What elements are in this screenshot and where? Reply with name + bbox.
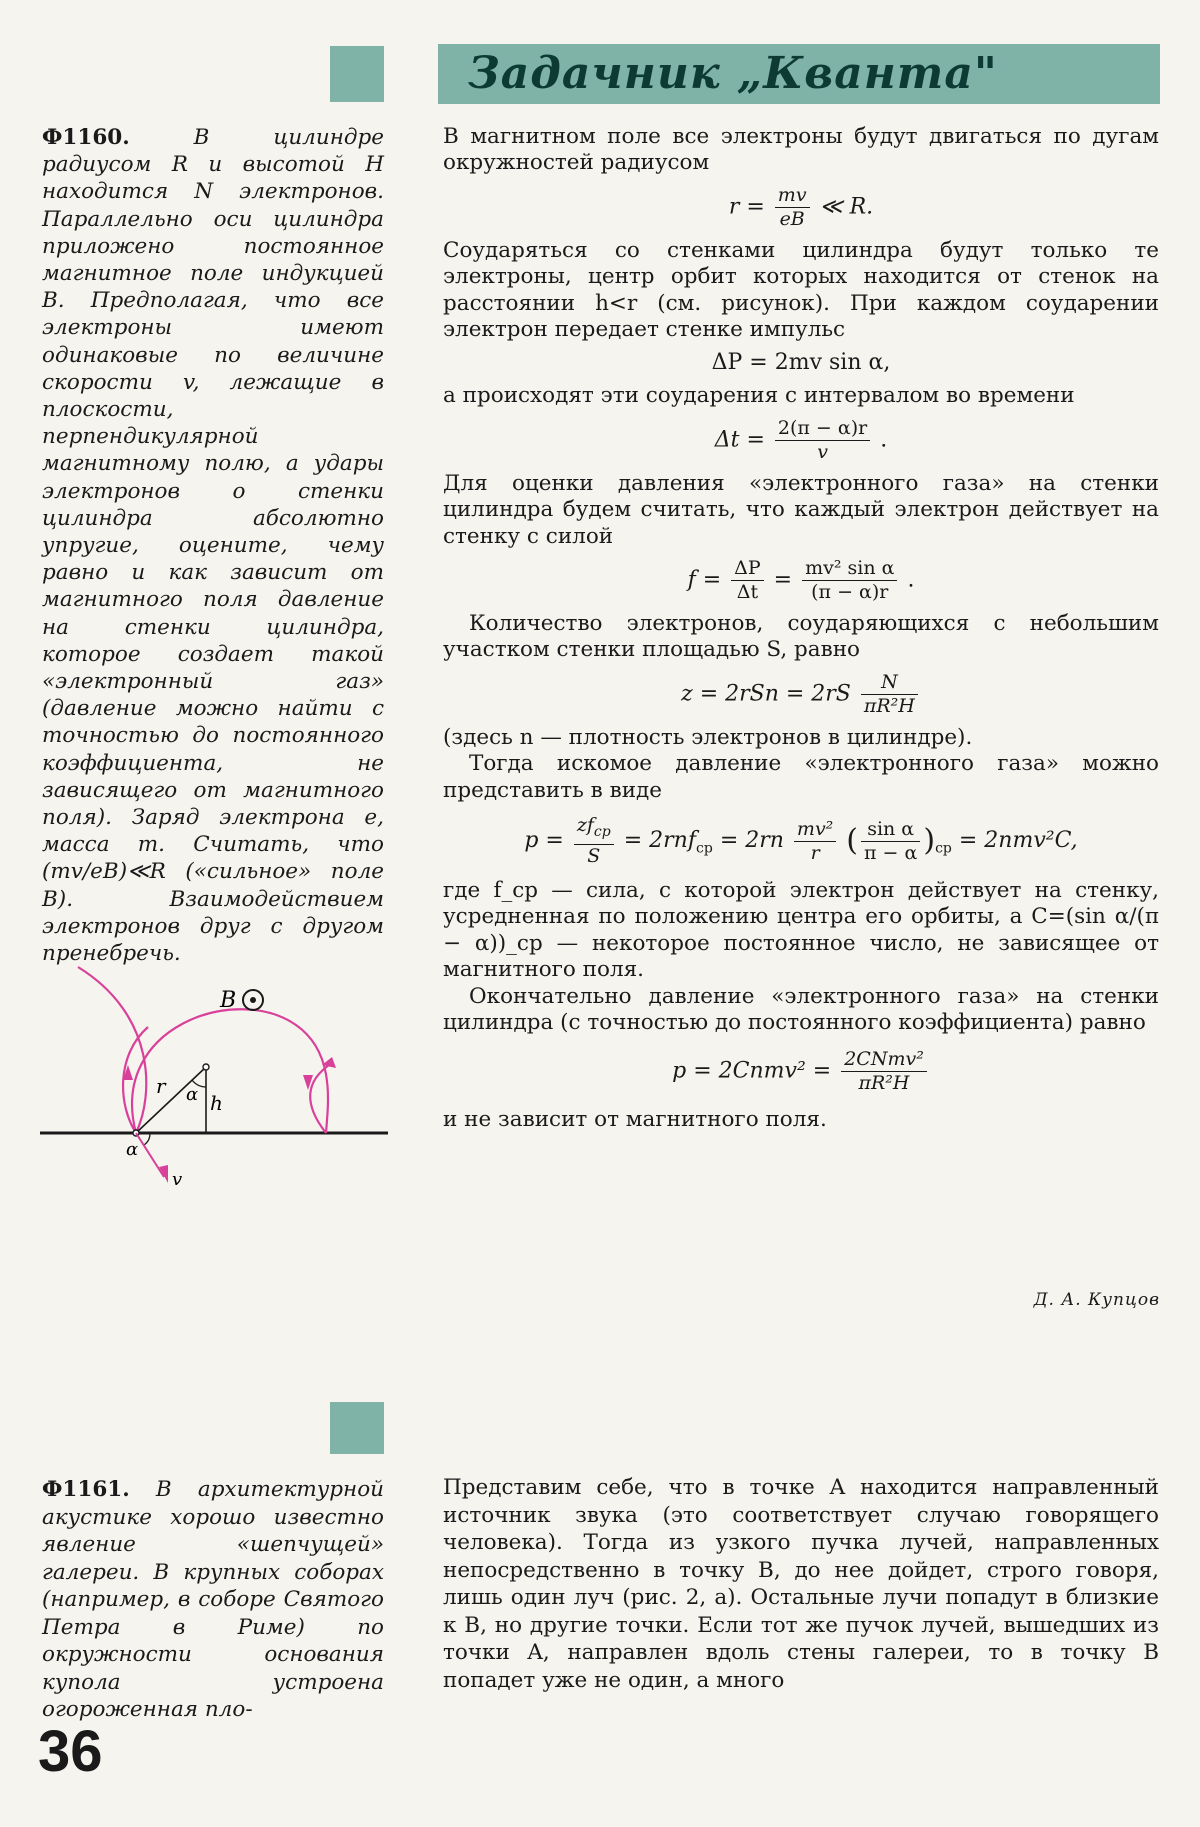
- big-arc: [132, 1009, 328, 1133]
- field-symbol-dot: [250, 997, 256, 1003]
- left-arc: [78, 967, 146, 1133]
- label-alpha-top: α: [186, 1084, 199, 1105]
- solution-para-4: Для оценки давления «электронного газа» на стенки цилиндра будем считать, что каждый электрон действует на стенку с силой: [443, 470, 1159, 549]
- problem-1160-text: В цилиндре радиусом R и высотой H находится N электронов. Параллельно оси цилиндра приложено постоянное магнитное поле индукцией B. Предполагая, что все электроны имеют одинаковые по величине скорости v, лежащие в плоскости, перпендикулярной магнитному полю, а удары электронов о стенки цилиндра абсолютно упругие, оцените, чему равно и как зависит от магнитного поля давление на стенки цилиндра, которое создает такой «электронный газ» (давление можно найти с точностью до постоянного коэффициента, не зависящего от магнитного поля). Заряд электрона e, масса m. Считать, что (mv/eB)≪R («сильное» поле B). Взаимодействием электронов друг с другом пренебречь.: [42, 125, 384, 967]
- solution-1161: [443, 1474, 1159, 1694]
- solution-1161-para-1: Представим себе, что в точке A находится направленный источник звука (это соответствует случаю говорящего человека). Тогда из узкого пучка лучей, направленных непосредственно в точку B, до нее дойдет, строго говоря, лишь один луч (рис. 2, а). Остальные лучи попадут в близкие к B, но другие точки. Если тот же пучок лучей, вышедших из точки A, направлен вдоль стены галереи, то в точку B попадет уже не один, а много: [443, 1475, 1159, 1693]
- formula-count: z = 2rSn = 2rS $\frac{N}{\text{πR²H}}$: [443, 671, 1159, 718]
- solution-para-1: В магнитном поле все электроны будут двигаться по дугам окружностей радиусом: [443, 124, 1159, 176]
- problem-1161-text: В архитектурной акустике хорошо известно явление «шепчущей» галереи. В крупных соборах (например, в соборе Святого Петра в Риме) по окружности основания купола устроена огороженная пло-: [42, 1477, 384, 1722]
- solution-para-10: и не зависит от магнитного поля.: [443, 1107, 827, 1133]
- solution-para-9: Окончательно давление «электронного газа» на стенки цилиндра (с точностью до постоянного коэффициента) равно: [443, 983, 1159, 1035]
- formula-pressure: p = $\frac{zf_{ср}}{S}$ = 2rnf$_{ср}$ = 2rn $\frac{\text{mv²}}{r}$ ( $\frac{\text{sin α}}{\pi - \alpha}$ )$_{ср} = 2nmv^2C$,: [524, 814, 1078, 867]
- author-signature: Д. А. Купцов: [1033, 1290, 1160, 1310]
- orbit-figure: [36, 955, 396, 1195]
- page-number: 36: [38, 1719, 103, 1784]
- solution-para-6: (здесь n — плотность электронов в цилиндре).: [443, 724, 973, 750]
- label-v: v: [172, 1169, 183, 1190]
- solution-para-8: где f_ср — сила, с которой электрон действует на стенку, усредненная по положению центра его орбиты, а C=(sin α/(π − α))_ср — некоторое постоянное число, не зависящее от магнитного поля.: [443, 877, 1159, 983]
- problem-1160-label: Ф1160.: [42, 125, 130, 150]
- formula-final: p = 2Cnmv² = $\frac{\text{2CNmv²}}{\text{πR²H}}$: [443, 1048, 1159, 1095]
- orbit-center-dot: [203, 1064, 209, 1070]
- velocity-vector: [136, 1133, 164, 1177]
- solution-para-5: Количество электронов, соударяющихся с небольшим участком стенки площадью S, равно: [443, 611, 1159, 663]
- solution-para-2: Соударяться со стенками цилиндра будут только те электроны, центр орбит которых находится от стенок на расстоянии h<r (см. рисунок). При каждом соударении электрон передает стенке импульс: [443, 237, 1159, 343]
- solution-para-3: а происходят эти соударения с интервалом во времени: [443, 383, 1075, 409]
- label-h: h: [210, 1091, 223, 1115]
- formula-force: f = $\frac{\Delta P}{\Delta t}$ = $\frac{\text{mv² sin α}}{(\pi - \alpha)r}$ .: [687, 557, 915, 604]
- problem-1161-label: Ф1161.: [42, 1477, 130, 1502]
- problem-1161-statement: [42, 1476, 384, 1724]
- teal-square-top: [330, 46, 384, 102]
- formula-radius: r = $\frac{mv}{eB}$ ≪ R.: [728, 183, 874, 230]
- teal-square-bottom: [330, 1402, 384, 1454]
- angle-arc-bottom: [144, 1133, 150, 1145]
- problem-1160-statement: [42, 124, 384, 967]
- velocity-arrowhead: [159, 1165, 168, 1183]
- formula-momentum: ΔP = 2mv sin α,: [711, 350, 891, 376]
- solution-para-7: Тогда искомое давление «электронного газа» можно представить в виде: [443, 751, 1159, 803]
- solution-1160: [443, 124, 1159, 1134]
- label-alpha-bottom: α: [126, 1139, 139, 1160]
- header-banner: [438, 44, 1160, 104]
- section-title: Задачник „Кванта": [468, 48, 998, 99]
- label-B: B: [220, 988, 237, 1013]
- formula-interval: Δt = $\frac{2(\pi - \alpha)r}{v}$ .: [714, 416, 888, 463]
- label-r: r: [156, 1074, 166, 1098]
